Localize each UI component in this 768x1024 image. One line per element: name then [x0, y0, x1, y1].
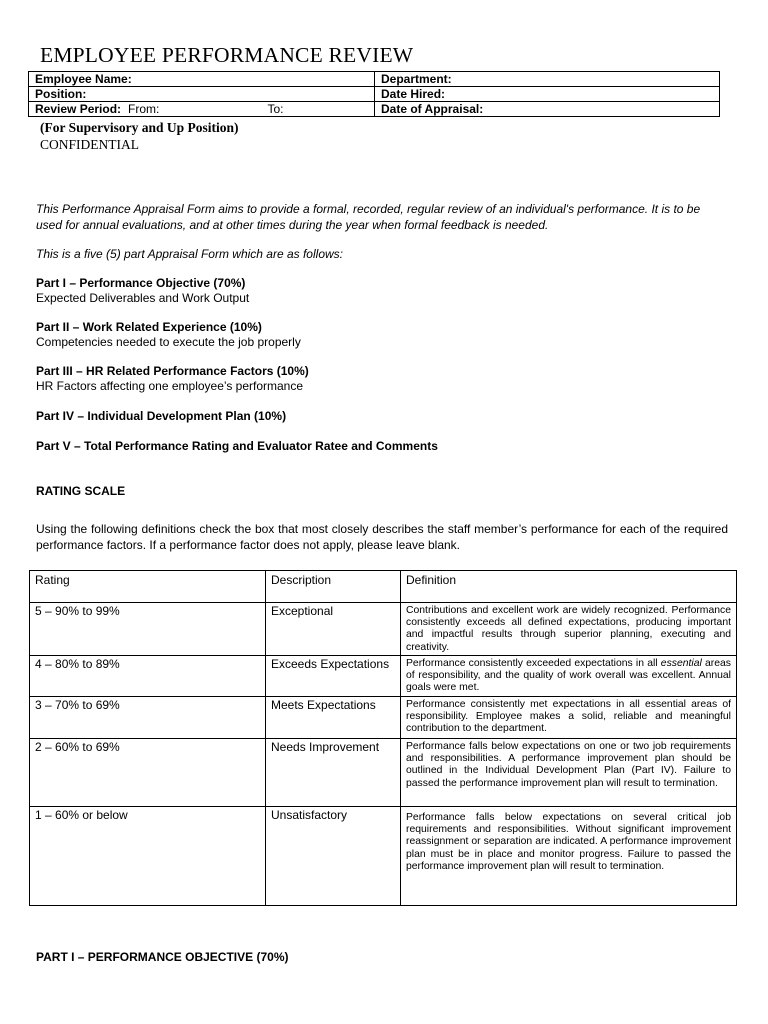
part-title: Part V – Total Performance Rating and Evaluator Ratee and Comments — [36, 439, 438, 453]
description-cell: Exceptional — [266, 603, 401, 656]
rating-scale-table — [29, 570, 737, 906]
column-header-definition: Definition — [401, 571, 737, 603]
column-header-description: Description — [266, 571, 401, 603]
table-row — [30, 739, 737, 807]
definition-text: areas of responsibility, and the quality of work overall was excellent. Annual goals were met. — [406, 658, 731, 694]
part-3-block — [36, 364, 309, 394]
part-description: Expected Deliverables and Work Output — [36, 291, 250, 305]
table-row — [30, 656, 737, 697]
part-description: Competencies needed to execute the job properly — [36, 335, 301, 349]
table-row — [30, 807, 737, 906]
review-period-label: Review Period: — [35, 102, 122, 116]
table-row — [30, 603, 737, 656]
part-title: Part II – Work Related Experience (10%) — [36, 320, 262, 334]
description-cell: Needs Improvement — [266, 739, 401, 807]
rating-cell: 3 – 70% to 69% — [30, 697, 266, 739]
document-title: EMPLOYEE PERFORMANCE REVIEW — [40, 43, 414, 67]
definition-cell — [401, 656, 737, 697]
review-period-field — [29, 102, 375, 117]
description-cell: Unsatisfactory — [266, 807, 401, 906]
table-row — [30, 697, 737, 739]
date-hired-field: Date Hired: — [375, 87, 720, 102]
confidential-label: CONFIDENTIAL — [40, 137, 139, 152]
part-4-block — [36, 409, 286, 424]
column-header-rating: Rating — [30, 571, 266, 603]
from-label: From: — [128, 102, 160, 116]
position-field: Position: — [29, 87, 375, 102]
definition-cell: Performance falls below expectations on several critical job requirements and responsibilities. Without significant improvement reassignment or separation are indicated. A performance improvement plan must be in place and monitor progress. Failure to passed the performance improvement plan will result to termination. — [401, 807, 737, 906]
intro-paragraph: This Performance Appraisal Form aims to provide a formal, recorded, regular review of an individual's performance. It is to be used for annual evaluations, and at other times during the year when formal feedback is needed. — [36, 202, 701, 232]
part-5-block — [36, 439, 438, 454]
description-cell: Exceeds Expectations — [266, 656, 401, 697]
rating-instructions: Using the following definitions check the box that most closely describes the staff member’s performance for each of the required performance factors. If a performance factor does not apply, please leave blank. — [36, 522, 728, 552]
part-1-block — [36, 276, 249, 306]
part-1-heading: PART I – PERFORMANCE OBJECTIVE (70%) — [36, 950, 289, 964]
table-row — [29, 87, 720, 102]
table-row — [29, 72, 720, 87]
definition-cell: Performance consistently met expectations in all essential areas of responsibility. Employee makes a solid, reliable and meaningful contribution to the department. — [401, 697, 737, 739]
rating-cell: 5 – 90% to 99% — [30, 603, 266, 656]
table-header-row — [30, 571, 737, 603]
department-field: Department: — [375, 72, 720, 87]
to-label: To: — [267, 102, 284, 116]
part-2-block — [36, 320, 301, 350]
description-cell: Meets Expectations — [266, 697, 401, 739]
part-description: HR Factors affecting one employee’s performance — [36, 379, 304, 393]
rating-scale-heading: RATING SCALE — [36, 484, 126, 498]
part-title: Part I – Performance Objective (70%) — [36, 276, 246, 290]
definition-text: Performance consistently exceeded expectations in all — [406, 658, 661, 669]
employee-info-table — [28, 71, 720, 117]
part-title: Part III – HR Related Performance Factors (10%) — [36, 364, 309, 378]
rating-cell: 4 – 80% to 89% — [30, 656, 266, 697]
employee-name-field: Employee Name: — [29, 72, 375, 87]
table-row — [29, 102, 720, 117]
rating-cell: 2 – 60% to 69% — [30, 739, 266, 807]
definition-emphasis: essential — [660, 658, 702, 669]
definition-cell: Performance falls below expectations on one or two job requirements and responsibilities. A performance improvement plan should be outlined in the Individual Development Plan (Part IV). Failure to passed the performance improvement plan will result to termination. — [401, 739, 737, 807]
scope-note: (For Supervisory and Up Position) — [40, 120, 239, 135]
rating-cell: 1 – 60% or below — [30, 807, 266, 906]
part-title: Part IV – Individual Development Plan (10%) — [36, 409, 287, 423]
date-of-appraisal-field: Date of Appraisal: — [375, 102, 720, 117]
five-part-note: This is a five (5) part Appraisal Form which are as follows: — [36, 247, 343, 261]
definition-cell: Contributions and excellent work are widely recognized. Performance consistently exceeds all defined expectations, producing important and impactful results through superior planning, executing and creativity. — [401, 603, 737, 656]
